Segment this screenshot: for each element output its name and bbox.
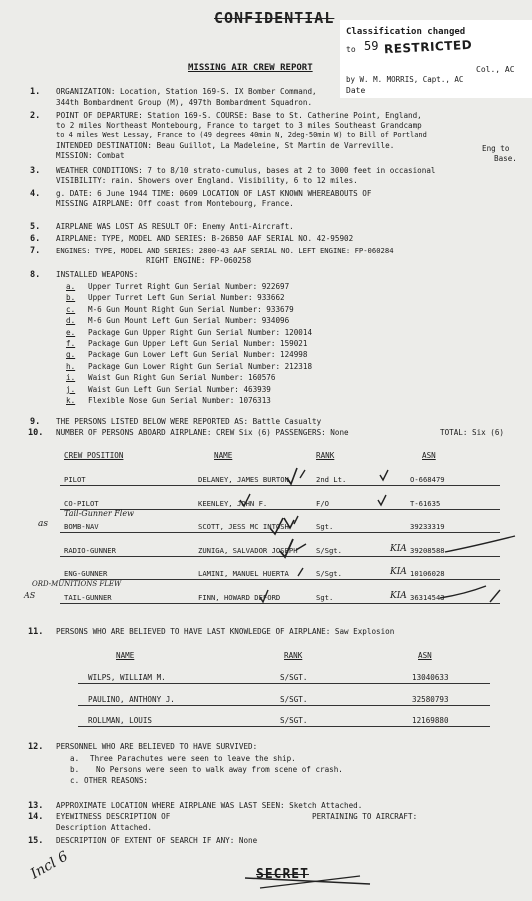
crew-name-cell: ZUNIGA, SALVADOR JOSEPH: [198, 545, 298, 555]
crew-header-asn: ASN: [422, 451, 436, 460]
section-2-line2: to 2 miles Northeast Montebourg, France to target to 3 miles Southeast Grandcamp: [56, 121, 422, 130]
crew-row-underline: [60, 603, 500, 604]
crew-asn-cell: 39233319: [410, 522, 445, 531]
crew-rank-cell: S/Sgt.: [316, 545, 342, 555]
kia-mark-1: KIA: [390, 544, 407, 554]
crew-asn-cell: 10106028: [410, 569, 445, 578]
classification-stamp: [340, 20, 532, 98]
witness-name-cell: PAULINO, ANTHONY J.: [88, 694, 175, 704]
crew-position-cell: TAIL-GUNNER: [64, 592, 112, 602]
section-3-line2: VISIBILITY: rain. Showers over England. Visibility, 6 to 12 miles.: [56, 176, 358, 185]
section-2-line5: MISSION: Combat: [56, 151, 125, 160]
crew-header-position: CREW POSITION: [64, 451, 124, 460]
section-14-line1: EYEWITNESS DESCRIPTION OF: [56, 812, 171, 821]
crew-position-cell: CO-PILOT: [64, 498, 99, 508]
section-1-line2: 344th Bombardment Group (M), 497th Bombardment Squadron.: [56, 98, 313, 107]
section-9-number: 9.: [30, 417, 41, 427]
section-12-b-text: No Persons were seen to walk away from scene of crash.: [96, 765, 343, 774]
section-10-text: NUMBER OF PERSONS ABOARD AIRPLANE: CREW Six (6) PASSENGERS: None: [56, 428, 349, 437]
weapon-item: Package Gun Upper Right Gun Serial Number: 120014: [88, 327, 313, 337]
section-12-b-letter: b.: [70, 765, 80, 774]
crew-position-cell: ENG-GUNNER: [64, 569, 108, 578]
weapon-letter: d.: [66, 316, 76, 326]
stamp-number: 59: [364, 39, 379, 53]
section-7-number: 7.: [30, 246, 41, 256]
section-12-a-text: Three Parachutes were seen to leave the ship.: [90, 754, 296, 763]
section-14-number: 14.: [28, 812, 44, 822]
weapon-letter: j.: [66, 384, 76, 394]
witness-header-rank: RANK: [284, 651, 303, 660]
section-1-line1: ORGANIZATION: Location, Station 169-S. IX Bomber Command,: [56, 87, 317, 96]
section-8-number: 8.: [30, 270, 41, 280]
crew-position-cell: RADIO-GUNNER: [64, 545, 116, 555]
date-text: Date: [346, 86, 366, 95]
crew-rank-cell: F/O: [316, 498, 329, 508]
section-8-text: INSTALLED WEAPONS:: [56, 270, 139, 279]
weapon-letter: b.: [66, 293, 76, 303]
to-text: to: [346, 45, 356, 54]
witness-header-name: NAME: [116, 651, 135, 660]
weapon-item: Flexible Nose Gun Serial Number: 1076313: [88, 396, 271, 405]
section-12-text: PERSONNEL WHO ARE BELIEVED TO HAVE SURVIVED:: [56, 742, 258, 751]
crew-name-cell: DELANEY, JAMES BURTON: [198, 475, 289, 484]
section-4-line2: MISSING AIRPLANE: Off coast from Montebourg, France.: [56, 199, 294, 208]
section-2-line5b: Base.: [494, 154, 517, 163]
witness-rank-cell: S/SGT.: [280, 716, 308, 725]
crew-rank-cell: S/Sgt.: [316, 569, 342, 578]
section-14-line1b: PERTAINING TO AIRCRAFT:: [312, 812, 418, 821]
weapon-letter: a.: [66, 282, 76, 291]
section-10-number: 10.: [28, 428, 44, 438]
as-prefix-2: AS: [24, 591, 36, 600]
report-title: MISSING AIR CREW REPORT: [188, 63, 313, 73]
weapon-letter: f.: [66, 339, 76, 348]
weapon-item: Package Gun Lower Right Gun Serial Number: 212318: [88, 361, 313, 371]
crew-position-cell: BOMB-NAV: [64, 522, 99, 531]
crew-rank-cell: 2nd Lt.: [316, 475, 347, 484]
section-7-line1: ENGINES: TYPE, MODEL AND SERIES: 2800-43 AAF SERIAL NO. LEFT ENGINE: FP-060284: [56, 246, 394, 255]
section-12-a-letter: a.: [70, 754, 80, 763]
col-ac-text: Col., AC: [476, 65, 515, 74]
witness-name-cell: WILPS, WILLIAM M.: [88, 673, 166, 682]
section-5-text: AIRPLANE WAS LOST AS RESULT OF: Enemy Anti-Aircraft.: [56, 222, 294, 231]
crew-asn-cell: 36314543: [410, 592, 445, 602]
secret-stamp-bottom: SECRET: [256, 867, 309, 882]
weapon-item: Package Gun Lower Left Gun Serial Number: 124998: [88, 350, 308, 360]
crew-rank-cell: Sgt.: [316, 522, 334, 531]
crew-header-rank: RANK: [316, 451, 335, 460]
section-2-line1: POINT OF DEPARTURE: Station 169-S. COURSE: Base to St. Catherine Point, England,: [56, 111, 422, 120]
section-1-number: 1.: [30, 87, 41, 97]
section-12-number: 12.: [28, 742, 44, 752]
crew-name-cell: LAMINI, MANUEL HUERTA: [198, 569, 289, 578]
crew-name-cell: KEENLEY, JOHN F.: [198, 498, 268, 508]
section-12-c-text: OTHER REASONS:: [84, 776, 149, 785]
weapon-letter: k.: [66, 396, 76, 405]
crew-asn-cell: T-61635: [410, 498, 441, 508]
witness-name-cell: ROLLMAN, LOUIS: [88, 716, 153, 725]
section-13-number: 13.: [28, 801, 44, 811]
section-14-line2: Description Attached.: [56, 823, 153, 832]
witness-row-underline: [78, 683, 490, 684]
section-6-text: AIRPLANE: TYPE, MODEL AND SERIES: B-26B50 AAF SERIAL NO. 42-95902: [56, 234, 354, 243]
secret-strike-marks: [240, 866, 380, 896]
weapon-item: Package Gun Upper Left Gun Serial Number: 159021: [88, 339, 308, 348]
section-2-number: 2.: [30, 111, 41, 121]
section-12-c-letter: c.: [70, 776, 80, 785]
section-6-number: 6.: [30, 234, 41, 244]
weapon-letter: h.: [66, 361, 76, 371]
section-7-line2: RIGHT ENGINE: FP-060258: [146, 256, 252, 265]
crew-asn-cell: O-668479: [410, 475, 445, 484]
crew-name-cell: SCOTT, JESS MC INTOSH: [198, 522, 289, 531]
crew-position-cell: PILOT: [64, 475, 86, 484]
witness-asn-cell: 13040633: [412, 673, 449, 682]
restricted-stamp: RESTRICTED: [383, 37, 473, 57]
weapon-letter: g.: [66, 350, 76, 360]
crew-header-name: NAME: [214, 451, 233, 460]
section-9-text: THE PERSONS LISTED BELOW WERE REPORTED AS: Battle Casualty: [56, 417, 322, 426]
weapon-letter: e.: [66, 327, 76, 337]
section-15-text: DESCRIPTION OF EXTENT OF SEARCH IF ANY: None: [56, 836, 258, 845]
section-3-line1: WEATHER CONDITIONS: 7 to 8/10 strato-cumulus, bases at 2 to 3000 feet in occasional: [56, 166, 436, 175]
as-prefix: as: [38, 519, 48, 529]
tail-gunner-flew-note: Tail-Gunner Flew: [64, 509, 134, 518]
section-5-number: 5.: [30, 222, 41, 232]
incl-handwritten-note: Incl 6: [28, 848, 71, 883]
confidential-stamp-top: CONFIDENTIAL: [214, 9, 335, 27]
kia-mark-2: KIA: [390, 567, 407, 577]
crew-row-underline: [60, 532, 500, 533]
crew-row-underline: [60, 556, 500, 557]
witness-rank-cell: S/SGT.: [280, 673, 308, 682]
section-15-number: 15.: [28, 836, 44, 846]
weapon-item: M-6 Gun Mount Right Gun Serial Number: 933679: [88, 304, 294, 314]
crew-asn-cell: 39208588: [410, 545, 445, 555]
section-2-line3: to 4 miles West Lessay, France to (49 degrees 40min N, 2deg-50min W) to Bill of Portland: [56, 131, 427, 139]
weapon-item: Waist Gun Left Gun Serial Number: 463939: [88, 384, 271, 394]
witness-header-asn: ASN: [418, 651, 432, 660]
weapon-item: M-6 Gun Mount Left Gun Serial Number: 934096: [88, 316, 290, 326]
witness-asn-cell: 12169880: [412, 716, 449, 725]
by-line-text: by W. M. MORRIS, Capt., AC: [346, 75, 464, 84]
witness-rank-cell: S/SGT.: [280, 694, 308, 704]
weapon-item: Waist Gun Right Gun Serial Number: 160576: [88, 373, 276, 383]
section-11-text: PERSONS WHO ARE BELIEVED TO HAVE LAST KNOWLEDGE OF AIRPLANE: Saw Explosion: [56, 627, 395, 636]
section-2-line4b: Eng to: [482, 144, 510, 153]
weapon-item: Upper Turret Left Gun Serial Number: 933662: [88, 293, 285, 303]
crew-rank-cell: Sgt.: [316, 592, 334, 602]
witness-row-underline: [78, 726, 490, 727]
section-11-number: 11.: [28, 627, 44, 637]
section-4-line1: g. DATE: 6 June 1944 TIME: 0609 LOCATION OF LAST KNOWN WHEREABOUTS OF: [56, 189, 372, 198]
weapon-item: Upper Turret Right Gun Serial Number: 922697: [88, 282, 290, 291]
crew-row-underline: [60, 485, 500, 486]
section-2-line4: INTENDED DESTINATION: Beau Guillot, La Madeleine, St Martin de Varreville.: [56, 141, 395, 150]
section-13-text: APPROXIMATE LOCATION WHERE AIRPLANE WAS LAST SEEN: Sketch Attached.: [56, 801, 363, 810]
section-10-total: TOTAL: Six (6): [440, 428, 505, 437]
crew-name-cell: FINN, HOWARD DEFORD: [198, 592, 281, 602]
section-4-number: 4.: [30, 189, 41, 199]
kia-mark-3: KIA: [390, 591, 407, 601]
weapon-letter: i.: [66, 373, 76, 383]
weapon-letter: c.: [66, 304, 76, 314]
witness-asn-cell: 32580793: [412, 694, 449, 704]
crew-row-underline: [60, 579, 500, 580]
section-3-number: 3.: [30, 166, 41, 176]
ord-munitions-note: ORD-MUNITIONS FLEW: [32, 580, 122, 588]
classification-changed-text: Classification changed: [346, 27, 466, 37]
witness-row-underline: [78, 705, 490, 706]
